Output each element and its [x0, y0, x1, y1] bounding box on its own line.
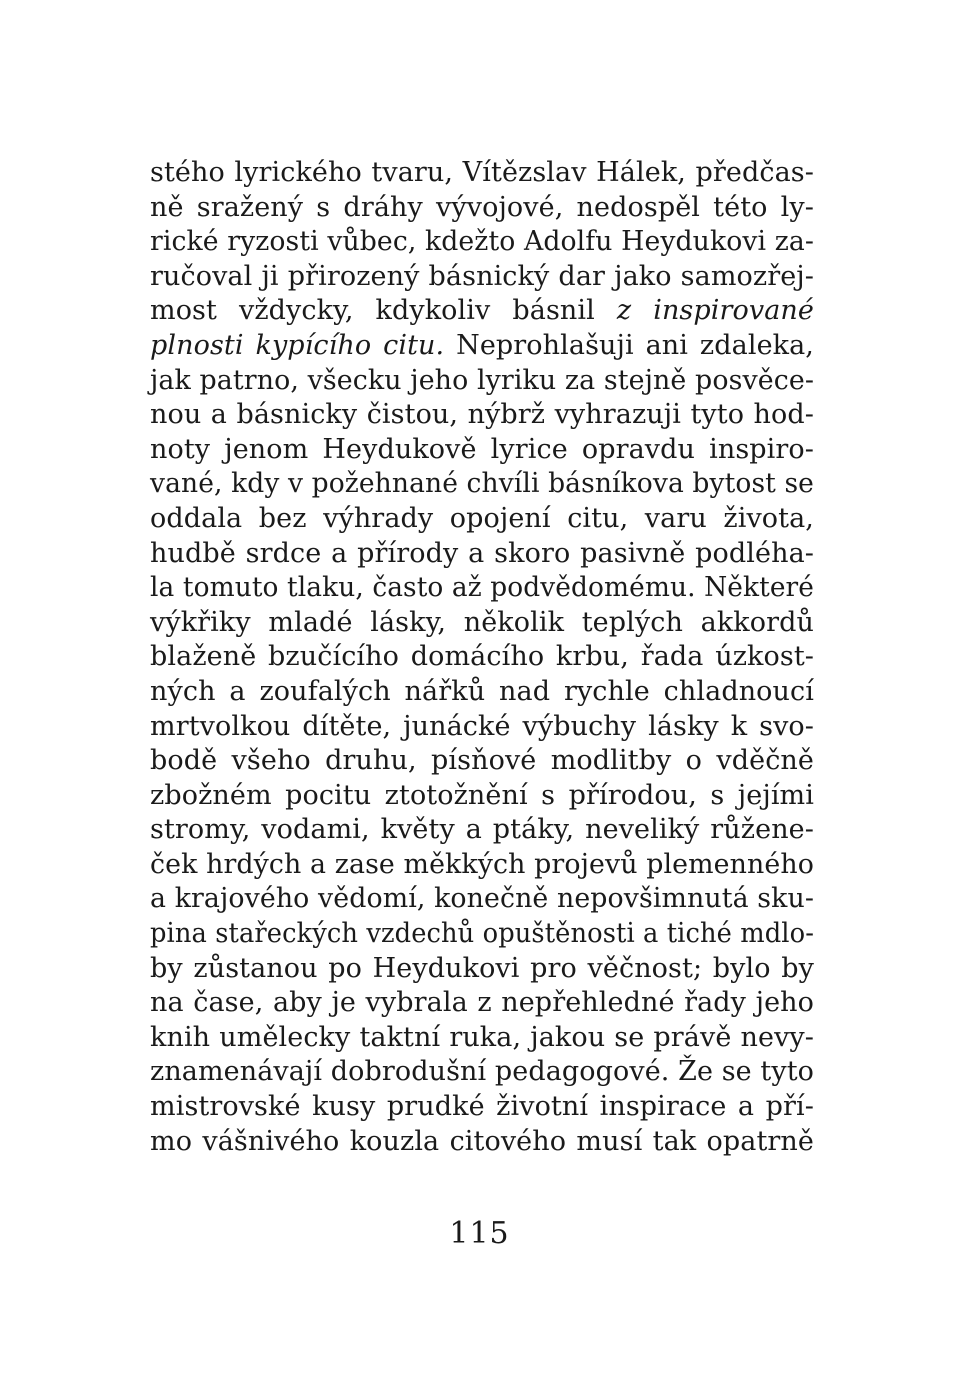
- italic-text: plnosti kypícího citu.: [150, 329, 445, 361]
- text-segment: stromy, vodami, květy a ptáky, neveliký růžene-: [150, 814, 814, 846]
- text-line: [150, 1021, 814, 1056]
- text-segment: ček hrdých a zase měkkých projevů plemenného: [150, 848, 814, 880]
- text-line: [150, 364, 814, 399]
- text-segment: ručoval ji přirozený básnický dar jako samozřej-: [150, 260, 814, 292]
- text-segment: la tomuto tlaku, často až podvědomému. Některé: [150, 572, 814, 604]
- text-segment: zbožném pocitu ztotožnění s přírodou, s jejími: [150, 779, 814, 811]
- text-segment: noty jenom Heydukově lyrice opravdu inspiro-: [150, 433, 814, 465]
- text-segment: pina stařeckých vzdechů opuštěnosti a tiché mdlo-: [150, 918, 814, 950]
- text-line: [150, 1125, 814, 1160]
- text-segment: nou a básnicky čistou, nýbrž vyhrazuji tyto hod-: [150, 399, 814, 431]
- text-segment: mo vášnivého kouzla citového musí tak opatrně: [150, 1125, 814, 1157]
- text-line: [150, 1090, 814, 1125]
- page-number: 115: [449, 1216, 510, 1251]
- text-line: [150, 606, 814, 641]
- text-segment: Neprohlašuji ani zdaleka,: [444, 329, 814, 361]
- text-line: [150, 329, 814, 364]
- text-line: [150, 294, 814, 329]
- text-segment: by zůstanou po Heydukovi pro věčnost; bylo by: [150, 952, 814, 984]
- text-segment: rické ryzosti vůbec, kdežto Adolfu Heydukovi za-: [150, 226, 814, 258]
- text-segment: bodě všeho druhu, písňové modlitby o vděčně: [150, 745, 814, 777]
- text-line: [150, 848, 814, 883]
- text-line: [150, 537, 814, 572]
- text-line: [150, 156, 814, 191]
- text-segment: znamenávají dobrodušní pedagogové. Že se tyto: [150, 1056, 814, 1088]
- text-line: [150, 571, 814, 606]
- text-segment: oddala bez výhrady opojení citu, varu života,: [150, 502, 814, 534]
- text-segment: knih umělecky taktní ruka, jakou se právě nevy-: [150, 1021, 814, 1053]
- text-segment: vané, kdy v požehnané chvíli básníkova bytost se: [150, 468, 814, 500]
- text-segment: mrtvolkou dítěte, junácké výbuchy lásky k svo-: [150, 710, 814, 742]
- text-line: [150, 640, 814, 675]
- text-line: [150, 260, 814, 295]
- text-line: [150, 917, 814, 952]
- text-line: [150, 813, 814, 848]
- text-segment: mistrovské kusy prudké životní inspirace a pří-: [150, 1091, 814, 1123]
- text-line: [150, 191, 814, 226]
- text-line: [150, 779, 814, 814]
- text-line: [150, 398, 814, 433]
- text-segment: ných a zoufalých nářků nad rychle chladnoucí: [150, 675, 814, 707]
- text-line: [150, 225, 814, 260]
- text-line: [150, 882, 814, 917]
- text-line: [150, 502, 814, 537]
- text-line: [150, 1055, 814, 1090]
- text-segment: výkřiky mladé lásky, několik teplých akkordů: [150, 606, 814, 638]
- text-segment: blaženě bzučícího domácího krbu, řada úzkost-: [150, 641, 814, 673]
- text-line: [150, 675, 814, 710]
- text-line: [150, 433, 814, 468]
- text-segment: ně sražený s dráhy vývojové, nedospěl této ly-: [150, 191, 814, 223]
- text-line: [150, 986, 814, 1021]
- text-segment: stého lyrického tvaru, Vítězslav Hálek, předčas-: [150, 157, 814, 188]
- text-line: [150, 744, 814, 779]
- text-segment: most vždycky, kdykoliv básnil: [150, 295, 617, 327]
- text-segment: na čase, aby je vybrala z nepřehledné řady jeho: [150, 987, 814, 1019]
- text-segment: a krajového vědomí, konečně nepovšimnutá sku-: [150, 883, 814, 915]
- text-line: [150, 952, 814, 987]
- text-line: [150, 467, 814, 502]
- text-line: [150, 710, 814, 745]
- text-segment: jak patrno, všecku jeho lyriku za stejně posvěce-: [150, 364, 814, 396]
- body-text: [150, 156, 814, 1159]
- italic-text: z inspirované: [616, 295, 814, 327]
- text-segment: hudbě srdce a přírody a skoro pasivně podléha-: [150, 537, 814, 569]
